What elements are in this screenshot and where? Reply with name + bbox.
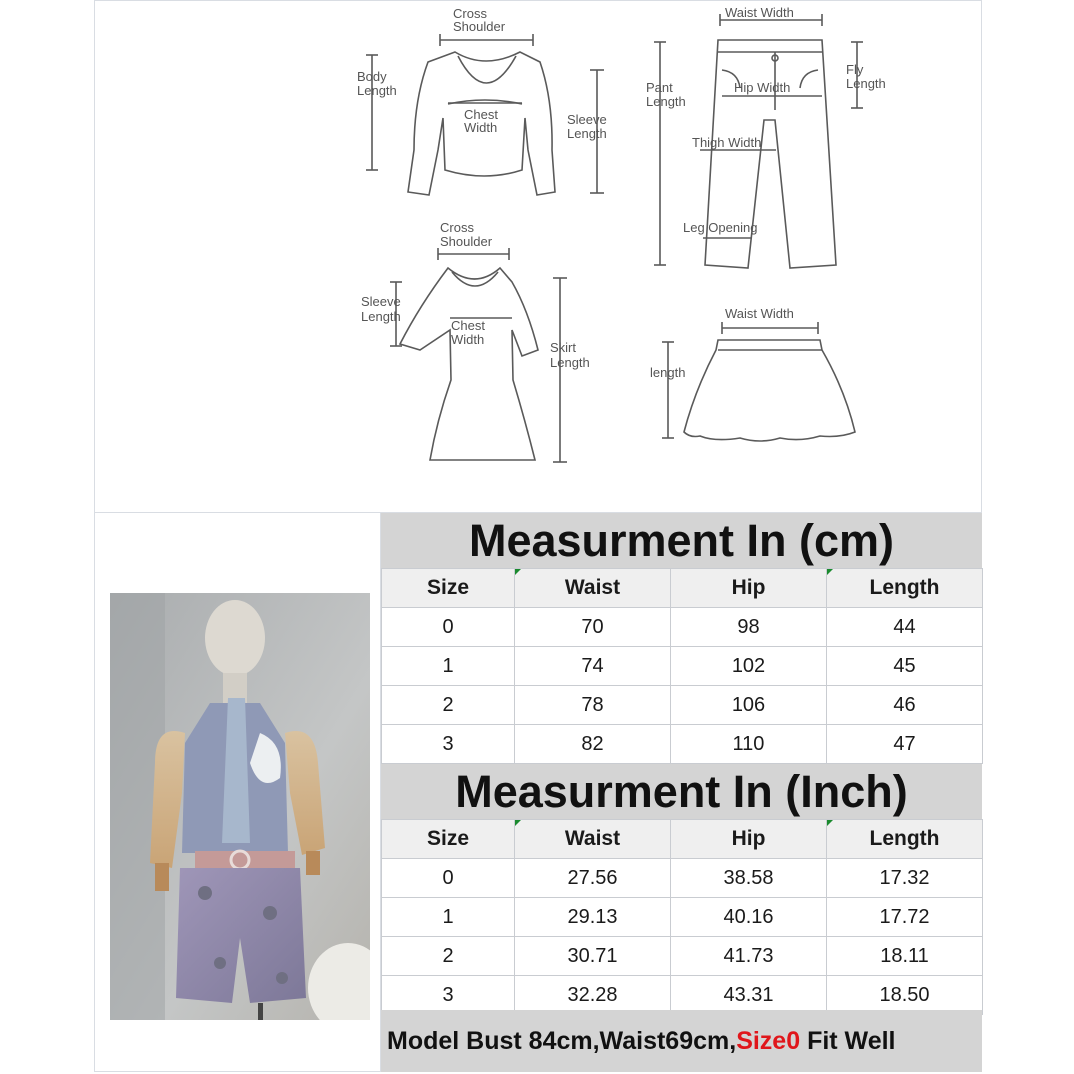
inch-table-title: Measurment In (Inch) — [381, 764, 982, 819]
cell-size: 1 — [382, 898, 515, 937]
header-length: Length — [827, 820, 983, 859]
cell-length: 18.50 — [827, 976, 983, 1015]
header-length: Length — [827, 569, 983, 608]
diagram-svg — [0, 0, 1074, 512]
cell-hip: 40.16 — [671, 898, 827, 937]
label-skirt-waist-width: Waist Width — [725, 306, 794, 321]
cell-waist: 82 — [515, 725, 671, 764]
cell-waist: 27.56 — [515, 859, 671, 898]
header-hip: Hip — [671, 820, 827, 859]
cell-waist: 32.28 — [515, 976, 671, 1015]
cell-waist: 70 — [515, 608, 671, 647]
header-waist: Waist — [515, 569, 671, 608]
table-header-row — [382, 820, 983, 859]
header-size: Size — [382, 569, 515, 608]
table-row — [382, 608, 983, 647]
label-pant-thigh-width: Thigh Width — [692, 135, 762, 150]
label-dress-sleeve-length-2: Length — [361, 309, 401, 324]
label-pant-fly-length-1: Fly — [846, 62, 864, 77]
model-note-prefix: Model Bust 84cm,Waist69cm, — [387, 1026, 737, 1055]
cell-size: 0 — [382, 608, 515, 647]
model-note-size: Size0 — [736, 1026, 801, 1055]
product-photo — [110, 593, 370, 1020]
model-note-suffix: Fit Well — [800, 1026, 896, 1055]
table-row — [382, 976, 983, 1015]
cell-length: 18.11 — [827, 937, 983, 976]
model-fit-note — [381, 1010, 982, 1072]
cell-hip: 43.31 — [671, 976, 827, 1015]
label-pant-leg-opening: Leg Opening — [683, 220, 758, 235]
table-row — [382, 859, 983, 898]
cell-waist: 74 — [515, 647, 671, 686]
cell-size: 1 — [382, 647, 515, 686]
label-top-body-length-1: Body — [357, 69, 387, 84]
label-top-body-length-2: Length — [357, 83, 397, 98]
cell-hip: 98 — [671, 608, 827, 647]
label-pant-hip-width: Hip Width — [734, 80, 791, 95]
cell-length: 45 — [827, 647, 983, 686]
cell-length: 46 — [827, 686, 983, 725]
table-row — [382, 937, 983, 976]
label-dress-chest-width-2: Width — [451, 332, 485, 347]
cell-size: 3 — [382, 725, 515, 764]
label-skirt-length: length — [650, 365, 686, 380]
label-dress-skirt-length-1: Skirt — [550, 340, 576, 355]
label-top-chest-width-1: Chest — [464, 107, 498, 122]
label-dress-sleeve-length-1: Sleeve — [361, 294, 401, 309]
cell-length: 44 — [827, 608, 983, 647]
cell-hip: 106 — [671, 686, 827, 725]
cell-size: 0 — [382, 859, 515, 898]
label-top-cross-shoulder-1: Cross — [453, 6, 487, 21]
label-top-sleeve-length-1: Sleeve — [567, 112, 607, 127]
cell-hip: 41.73 — [671, 937, 827, 976]
measurement-tables — [381, 513, 982, 1015]
dress-diagram — [390, 248, 567, 462]
cell-hip: 102 — [671, 647, 827, 686]
cell-hip: 110 — [671, 725, 827, 764]
cell-waist: 78 — [515, 686, 671, 725]
measurement-diagrams — [0, 0, 1074, 512]
cell-length: 17.32 — [827, 859, 983, 898]
header-size: Size — [382, 820, 515, 859]
cell-size: 2 — [382, 686, 515, 725]
label-pant-fly-length-2: Length — [846, 76, 886, 91]
cell-hip: 38.58 — [671, 859, 827, 898]
label-dress-chest-width-1: Chest — [451, 318, 485, 333]
label-top-chest-width-2: Width — [464, 120, 498, 135]
label-top-cross-shoulder-2: Shoulder — [453, 19, 506, 34]
inch-table — [381, 819, 983, 1015]
cm-table-title: Measurment In (cm) — [381, 513, 982, 568]
label-pant-length-1: Pant — [646, 80, 673, 95]
cell-size: 3 — [382, 976, 515, 1015]
table-header-row — [382, 569, 983, 608]
cell-length: 47 — [827, 725, 983, 764]
table-row — [382, 898, 983, 937]
cell-length: 17.72 — [827, 898, 983, 937]
label-pant-waist-width: Waist Width — [725, 5, 794, 20]
cm-table — [381, 568, 983, 764]
cell-waist: 30.71 — [515, 937, 671, 976]
table-row — [382, 647, 983, 686]
table-row — [382, 725, 983, 764]
header-waist: Waist — [515, 820, 671, 859]
table-row — [382, 686, 983, 725]
cell-size: 2 — [382, 937, 515, 976]
label-dress-cross-shoulder-2: Shoulder — [440, 234, 493, 249]
label-dress-cross-shoulder-1: Cross — [440, 220, 474, 235]
label-pant-length-2: Length — [646, 94, 686, 109]
header-hip: Hip — [671, 569, 827, 608]
label-dress-skirt-length-2: Length — [550, 355, 590, 370]
label-top-sleeve-length-2: Length — [567, 126, 607, 141]
skirt-diagram — [662, 322, 855, 441]
cell-waist: 29.13 — [515, 898, 671, 937]
